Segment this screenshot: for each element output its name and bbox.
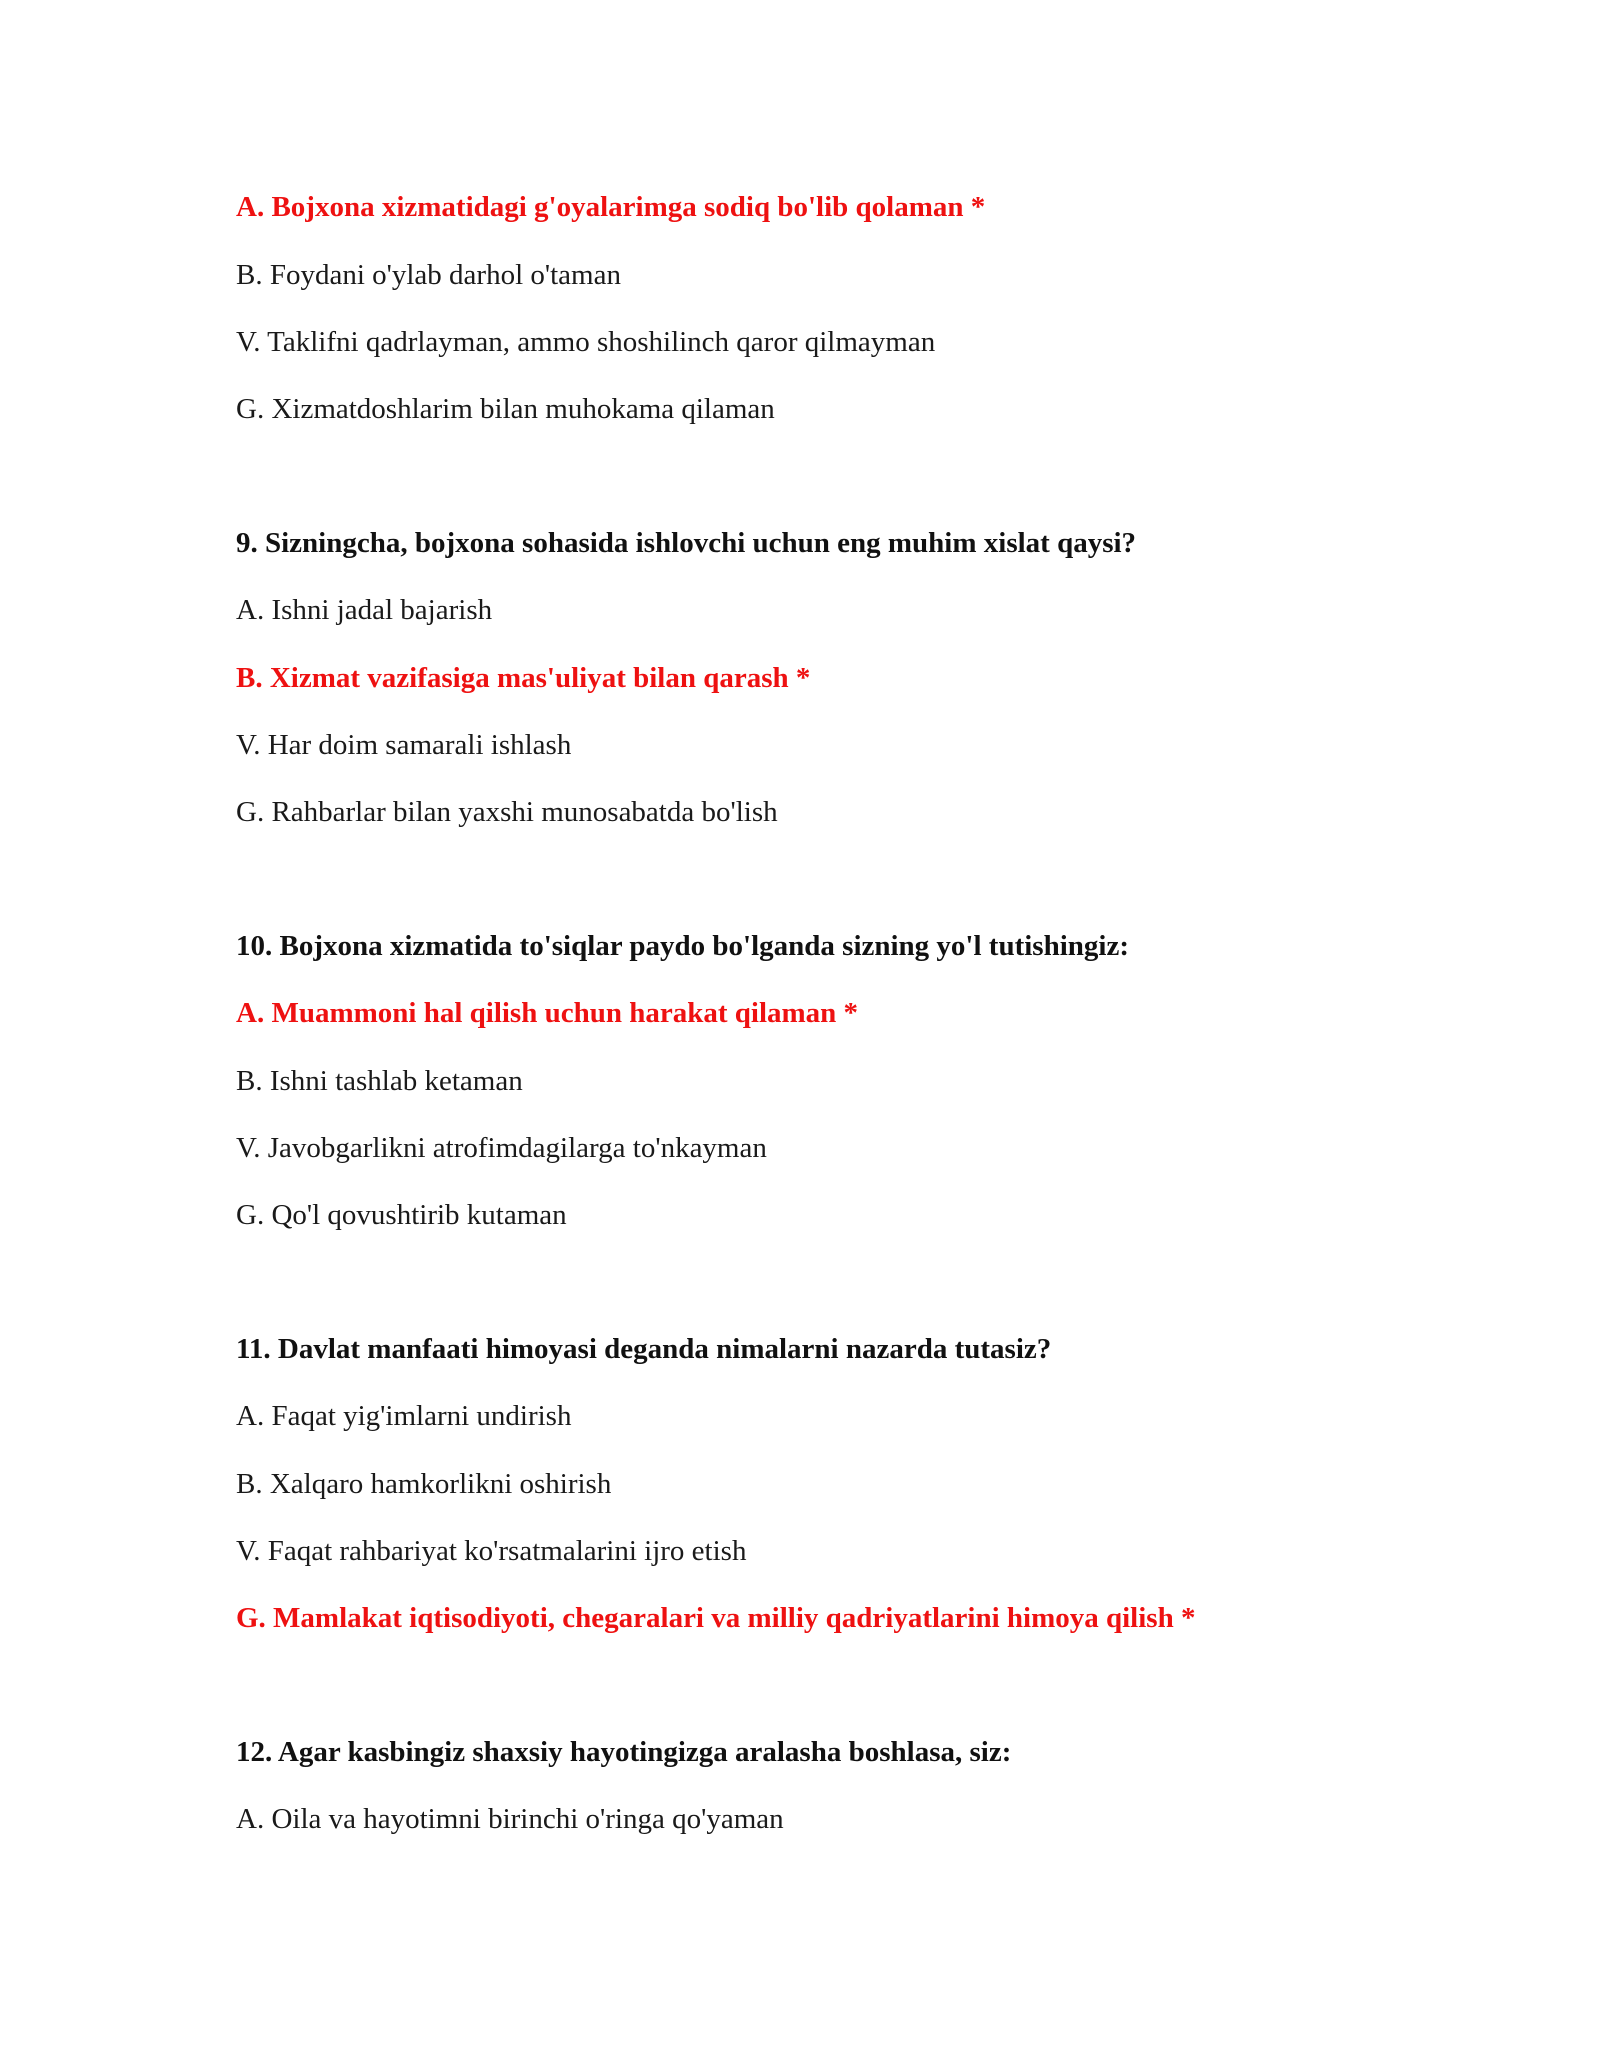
answer-option: A. Oila va hayotimni birinchi o'ringa qo'yaman: [236, 1803, 784, 1835]
answer-option-correct: A. Bojxona xizmatidagi g'oyalarimga sodiq bo'lib qolaman *: [236, 191, 986, 223]
answer-option-correct: G. Mamlakat iqtisodiyoti, chegaralari va milliy qadriyatlarini himoya qilish *: [236, 1602, 1196, 1634]
answer-option: A. Ishni jadal bajarish: [236, 594, 493, 626]
answer-option-correct: B. Xizmat vazifasiga mas'uliyat bilan qarash *: [236, 662, 811, 694]
answer-option: V. Javobgarlikni atrofimdagilarga to'nkayman: [236, 1132, 767, 1164]
answer-option: B. Xalqaro hamkorlikni oshirish: [236, 1468, 612, 1500]
answer-option: V. Taklifni qadrlayman, ammo shoshilinch qaror qilmayman: [236, 326, 936, 358]
question-12: 12. Agar kasbingiz shaxsiy hayotingizga aralasha boshlasa, siz:: [236, 1736, 1012, 1768]
answer-option: G. Rahbarlar bilan yaxshi munosabatda bo'lish: [236, 796, 778, 828]
answer-option: G. Qo'l qovushtirib kutaman: [236, 1199, 567, 1231]
answer-option: G. Xizmatdoshlarim bilan muhokama qilaman: [236, 393, 775, 425]
question-10: 10. Bojxona xizmatida to'siqlar paydo bo'lganda sizning yo'l tutishingiz:: [236, 930, 1129, 962]
answer-option: B. Ishni tashlab ketaman: [236, 1065, 523, 1097]
answer-option: V. Faqat rahbariyat ko'rsatmalarini ijro etish: [236, 1535, 747, 1567]
question-11: 11. Davlat manfaati himoyasi deganda nimalarni nazarda tutasiz?: [236, 1333, 1052, 1365]
answer-option: B. Foydani o'ylab darhol o'taman: [236, 259, 621, 291]
answer-option: A. Faqat yig'imlarni undirish: [236, 1400, 572, 1432]
answer-option: V. Har doim samarali ishlash: [236, 729, 572, 761]
answer-option-correct: A. Muammoni hal qilish uchun harakat qilaman *: [236, 997, 859, 1029]
question-9: 9. Sizningcha, bojxona sohasida ishlovchi uchun eng muhim xislat qaysi?: [236, 527, 1137, 559]
